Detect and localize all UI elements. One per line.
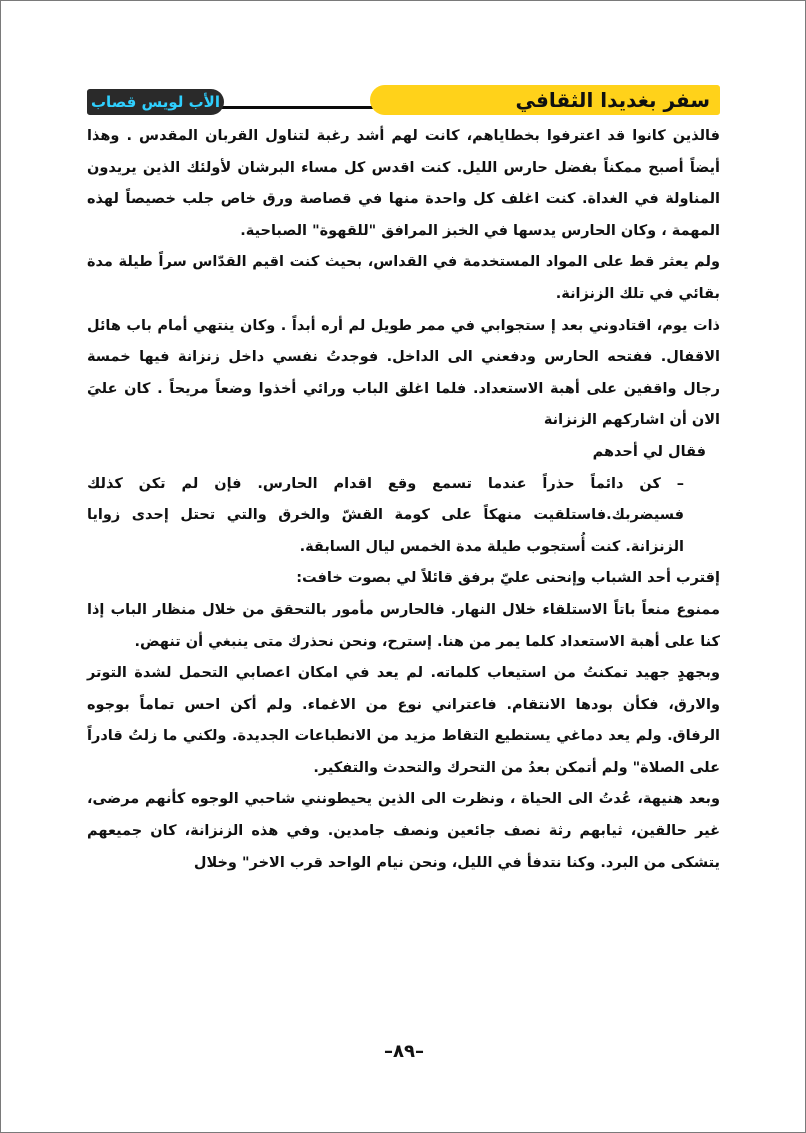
paragraph: ولم يعثر قط على المواد المستخدمة في القداس، بحيث كنت اقيم القدّاس سراً طيلة مدة بقائي في تلك الزنزانة.: [87, 254, 720, 302]
paragraph: – كن دائماً حذراً عندما تسمع وقع اقدام الحارس. فإن لم تكن كذلك فسيضربك.فاستلقيت منهكاً على كومة القشّ والخرق والتي تحتل إحدى زوايا الزنزانة. كنت أُستجوب طيلة مدة الخمس ليال السابقة.: [87, 475, 684, 555]
author-banner: [87, 89, 224, 115]
paragraph: إقترب أحد الشباب وإنحنى عليّ برفق قائلاً لي بصوت خافت:: [296, 570, 720, 587]
running-header: [87, 79, 720, 119]
title-banner: [370, 85, 720, 115]
paragraph: ذات يوم، اقتادوني بعد إ ستجوابي في ممر طويل لم أره أبداً . وكان ينتهي أمام باب هائل الاقفال. ففتحه الحارس ودفعني الى الداخل. فوجدتُ نفسي داخل زنزانة فيها خمسة رجال واقفين على أهبة الاستعداد. فلما اغلق الباب ورائي أخذوا وضعاً مريحاً . كان عليَ الان أن اشاركهم الزنزانة: [87, 317, 720, 429]
paragraph: وبعد هنيهة، عُدتُ الى الحياة ، ونظرت الى الذين يحيطونني شاحبي الوجوه كأنهم مرضى، غير حالقين، ثيابهم رثة نصف جائعين ونصف جامدين. وفي هذه الزنزانة، كان جميعهم يتشكى من البرد. وكنا نتدفأ في الليل، ونحن نيام الواحد قرب الاخر" وخلال: [87, 791, 720, 871]
author-name: الأب لويس قصاب: [90, 93, 220, 111]
book-title: سفر بغديدا الثقافي: [515, 88, 710, 112]
paragraph: ممنوع منعاً باتاً الاستلقاء خلال النهار. فالحارس مأمور بالتحقق من خلال منظار الباب إذا كنا على أهبة الاستعداد كلما يمر من هنا. إسترح، ونحن نحذرك متى ينبغي أن تنهض.: [87, 601, 720, 650]
paragraph: وبجهدٍ جهيد تمكنتُ من استيعاب كلماته. لم يعد في امكان اعصابي التحمل لشدة التوتر والارق، فكأن بودها الانتقام. فاعتراني نوع من الاغماء. ولم أكن احس تماماً بوجوه الرفاق. ولم يعد دماغي يستطيع التقاط مزيد من الانطباعات الجديدة. ولكني ما زلتُ قادراً على الصلاة" ولم أتمكن بعدُ من التحرك والتحدث والتفكير.: [87, 665, 720, 776]
page-number: –٨٩–: [384, 1041, 424, 1062]
paragraph: فالذين كانوا قد اعترفوا بخطاياهم، كانت لهم أشد رغبة لتناول القربان المقدس . وهذا أيضاً أصبح ممكناً بفضل حارس الليل. كنت اقدس كل مساء البرشان لأولئك الذين يريدون المناولة في الغداة. كنت اغلف كل واحدة منها في قصاصة ورق خاص جلب خصيصاً لهذه المهمة ، وكان الحارس يدسها في الخبز المرافق "للقهوة" الصباحية.: [87, 128, 720, 239]
paragraph: فقال لي أحدهم: [592, 443, 706, 460]
page-body: [87, 121, 720, 879]
